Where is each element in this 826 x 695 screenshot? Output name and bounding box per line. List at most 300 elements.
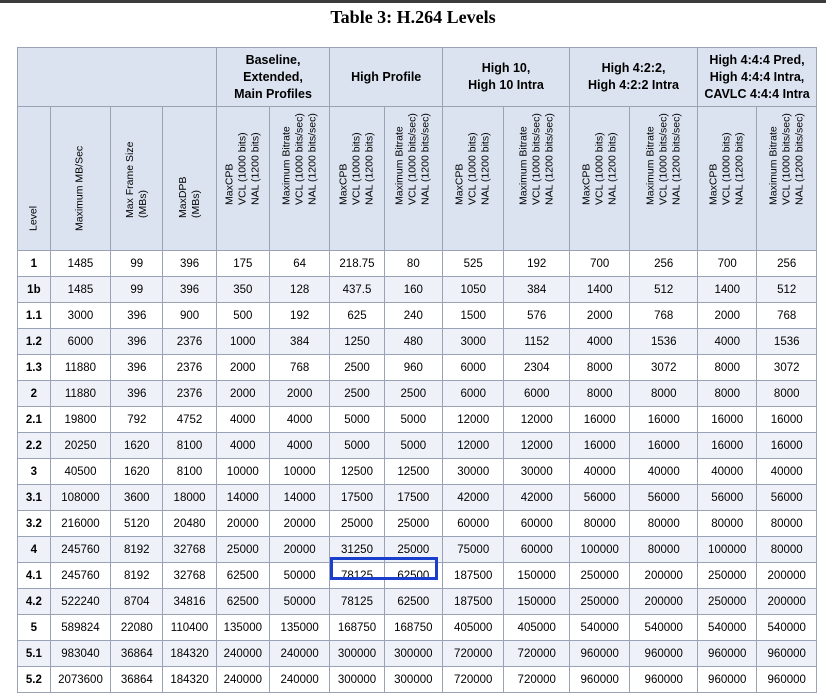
table-cell: 2376: [163, 355, 216, 381]
level-cell: 4: [18, 537, 51, 563]
table-cell: 350: [216, 277, 269, 303]
table-cell: 700: [570, 251, 630, 277]
table-cell: 11880: [50, 381, 110, 407]
table-cell: 250000: [698, 563, 757, 589]
table-row: [18, 459, 817, 485]
table-cell: 2500: [330, 355, 384, 381]
group-header: High Profile: [330, 48, 443, 107]
table-cell: 2376: [163, 329, 216, 355]
table-cell: 250000: [570, 589, 630, 615]
column-header-label: [708, 132, 747, 205]
table-cell: 250000: [698, 589, 757, 615]
table-cell: 437.5: [330, 277, 384, 303]
table-cell: 768: [269, 355, 329, 381]
table-cell: 720000: [443, 667, 504, 693]
table-row: [18, 667, 817, 693]
table-cell: 135000: [269, 615, 329, 641]
table-cell: 80000: [570, 511, 630, 537]
table-cell: 16000: [757, 433, 817, 459]
table-cell: 56000: [698, 485, 757, 511]
column-header: [330, 107, 384, 251]
table-cell: 20000: [269, 511, 329, 537]
table-cell: 8000: [698, 381, 757, 407]
level-cell: 1.1: [18, 303, 51, 329]
level-cell: 5.2: [18, 667, 51, 693]
table-cell: 18000: [163, 485, 216, 511]
table-cell: 17500: [330, 485, 384, 511]
column-header-line: VCL (1000 bits/sec): [406, 113, 419, 205]
table-cell: 16000: [757, 407, 817, 433]
table-cell: 192: [269, 303, 329, 329]
column-header-line: MaxCPB: [223, 163, 236, 205]
table-cell: 20000: [216, 511, 269, 537]
table-cell: 30000: [504, 459, 570, 485]
table-cell: 540000: [630, 615, 698, 641]
table-cell: 792: [111, 407, 163, 433]
column-header-line: MaxCPB: [337, 163, 350, 205]
table-cell: 62500: [384, 589, 442, 615]
table-cell: 2304: [504, 355, 570, 381]
table-cell: 240000: [216, 641, 269, 667]
column-header-label: [74, 146, 87, 231]
table-cell: 2500: [330, 381, 384, 407]
table-cell: 80: [384, 251, 442, 277]
table-cell: 50000: [269, 563, 329, 589]
table-cell: 187500: [443, 589, 504, 615]
table-cell: 12000: [504, 433, 570, 459]
table-cell: 62500: [384, 563, 442, 589]
table-cell: 10000: [269, 459, 329, 485]
table-cell: 3000: [50, 303, 110, 329]
table-cell: 8000: [570, 355, 630, 381]
table-cell: 405000: [504, 615, 570, 641]
table-cell: 525: [443, 251, 504, 277]
table-cell: 16000: [698, 407, 757, 433]
column-header-line: MaxDPB: [176, 176, 189, 218]
column-header-line: Maximum Bitrate: [280, 126, 293, 205]
table-cell: 4000: [570, 329, 630, 355]
table-row: [18, 485, 817, 511]
column-header-line: Maximum Bitrate: [644, 126, 657, 205]
table-cell: 8000: [757, 381, 817, 407]
table-cell: 250000: [570, 563, 630, 589]
table-cell: 2073600: [50, 667, 110, 693]
table-cell: 1000: [216, 329, 269, 355]
column-header-line: VCL (1000 bits): [350, 132, 363, 205]
table-cell: 5000: [330, 433, 384, 459]
table-cell: 396: [111, 381, 163, 407]
table-cell: 160: [384, 277, 442, 303]
column-header-line: Maximum MB/Sec: [73, 145, 86, 231]
table-cell: 768: [757, 303, 817, 329]
table-cell: 4000: [269, 407, 329, 433]
table-cell: 1620: [111, 459, 163, 485]
table-cell: 8100: [163, 459, 216, 485]
table-cell: 8000: [698, 355, 757, 381]
table-row: [18, 303, 817, 329]
table-cell: 135000: [216, 615, 269, 641]
column-header-line: Level: [27, 205, 40, 231]
column-header-label: [394, 113, 433, 205]
group-header: High 10, High 10 Intra: [443, 48, 570, 107]
column-header-line: NAL (1200 bits): [606, 132, 619, 205]
column-header-line: VCL (1000 bits/sec): [780, 113, 793, 205]
table-cell: 2376: [163, 381, 216, 407]
table-cell: 31250: [330, 537, 384, 563]
table-cell: 184320: [163, 667, 216, 693]
table-cell: 1536: [630, 329, 698, 355]
table-cell: 396: [163, 251, 216, 277]
table-cell: 168750: [330, 615, 384, 641]
column-header-line: Max Frame Size: [123, 141, 136, 218]
table-cell: 62500: [216, 589, 269, 615]
table-cell: 8192: [111, 563, 163, 589]
table-cell: 40000: [570, 459, 630, 485]
table-cell: 187500: [443, 563, 504, 589]
column-header-row: [18, 107, 817, 251]
table-cell: 16000: [570, 433, 630, 459]
table-cell: 60000: [504, 537, 570, 563]
table-cell: 1500: [443, 303, 504, 329]
table-cell: 22080: [111, 615, 163, 641]
column-header-line: VCL (1000 bits): [466, 132, 479, 205]
table-cell: 200000: [757, 563, 817, 589]
table-cell: 10000: [216, 459, 269, 485]
table-cell: 32768: [163, 537, 216, 563]
table-cell: 78125: [330, 589, 384, 615]
table-cell: 2000: [216, 381, 269, 407]
column-header: [443, 107, 504, 251]
table-cell: 396: [163, 277, 216, 303]
table-cell: 25000: [330, 511, 384, 537]
table-cell: 1152: [504, 329, 570, 355]
table-row: [18, 589, 817, 615]
table-cell: 78125: [330, 563, 384, 589]
group-header: High 4:4:4 Pred, High 4:4:4 Intra, CAVLC 4:4:4 Intra: [698, 48, 817, 107]
column-header: [570, 107, 630, 251]
table-cell: 384: [269, 329, 329, 355]
table-cell: 5000: [384, 433, 442, 459]
table-row: [18, 641, 817, 667]
table-cell: 20480: [163, 511, 216, 537]
table-cell: 256: [757, 251, 817, 277]
table-cell: 5000: [330, 407, 384, 433]
table-cell: 56000: [630, 485, 698, 511]
level-cell: 2: [18, 381, 51, 407]
column-header-line: NAL (1200 bits/sec): [306, 113, 319, 205]
table-cell: 32768: [163, 563, 216, 589]
table-cell: 8000: [630, 381, 698, 407]
table-cell: 983040: [50, 641, 110, 667]
table-cell: 12000: [504, 407, 570, 433]
level-cell: 5: [18, 615, 51, 641]
column-header-line: VCL (1000 bits): [720, 132, 733, 205]
table-row: [18, 433, 817, 459]
table-cell: 1250: [330, 329, 384, 355]
table-cell: 25000: [384, 511, 442, 537]
table-cell: 960000: [570, 667, 630, 693]
table-cell: 3000: [443, 329, 504, 355]
table-cell: 384: [504, 277, 570, 303]
table-cell: 42000: [443, 485, 504, 511]
level-cell: 3.2: [18, 511, 51, 537]
table-cell: 150000: [504, 589, 570, 615]
table-row: [18, 563, 817, 589]
table-cell: 80000: [757, 511, 817, 537]
table-cell: 64: [269, 251, 329, 277]
table-cell: 40500: [50, 459, 110, 485]
level-cell: 1b: [18, 277, 51, 303]
column-header-line: VCL (1000 bits): [236, 132, 249, 205]
table-cell: 960: [384, 355, 442, 381]
table-cell: 396: [111, 329, 163, 355]
table-cell: 36864: [111, 641, 163, 667]
table-cell: 80000: [757, 537, 817, 563]
table-cell: 500: [216, 303, 269, 329]
table-cell: 184320: [163, 641, 216, 667]
table-cell: 4752: [163, 407, 216, 433]
table-row: [18, 511, 817, 537]
table-cell: 12500: [384, 459, 442, 485]
level-cell: 2.2: [18, 433, 51, 459]
column-header-line: VCL (1000 bits): [593, 132, 606, 205]
column-header-line: (MBs): [189, 190, 202, 218]
table-cell: 720000: [504, 641, 570, 667]
table-cell: 40000: [698, 459, 757, 485]
table-cell: 11880: [50, 355, 110, 381]
table-cell: 960000: [630, 667, 698, 693]
level-cell: 3: [18, 459, 51, 485]
table-body: [18, 251, 817, 693]
table-cell: 34816: [163, 589, 216, 615]
column-header: [698, 107, 757, 251]
table-cell: 396: [111, 303, 163, 329]
table-cell: 216000: [50, 511, 110, 537]
table-cell: 300000: [330, 641, 384, 667]
table-cell: 75000: [443, 537, 504, 563]
level-cell: 1.2: [18, 329, 51, 355]
table-cell: 5120: [111, 511, 163, 537]
table-cell: 960000: [757, 641, 817, 667]
table-cell: 175: [216, 251, 269, 277]
table-cell: 240000: [216, 667, 269, 693]
column-header-line: VCL (1000 bits/sec): [293, 113, 306, 205]
table-cell: 12500: [330, 459, 384, 485]
level-cell: 4.1: [18, 563, 51, 589]
table-cell: 8100: [163, 433, 216, 459]
column-header: [757, 107, 817, 251]
table-cell: 576: [504, 303, 570, 329]
table-row: [18, 381, 817, 407]
table-cell: 80000: [630, 537, 698, 563]
column-header-line: MaxCPB: [453, 163, 466, 205]
table-cell: 2000: [698, 303, 757, 329]
table-cell: 100000: [698, 537, 757, 563]
table-cell: 128: [269, 277, 329, 303]
table-cell: 720000: [443, 641, 504, 667]
table-cell: 80000: [698, 511, 757, 537]
table-cell: 200000: [630, 563, 698, 589]
column-header: [630, 107, 698, 251]
table-cell: 30000: [443, 459, 504, 485]
table-cell: 12000: [443, 407, 504, 433]
table-cell: 2500: [384, 381, 442, 407]
table-cell: 960000: [698, 667, 757, 693]
table-cell: 4000: [698, 329, 757, 355]
table-cell: 40000: [757, 459, 817, 485]
column-header: [384, 107, 442, 251]
column-header: [50, 107, 110, 251]
table-cell: 405000: [443, 615, 504, 641]
table-cell: 300000: [384, 641, 442, 667]
table-cell: 19800: [50, 407, 110, 433]
table-cell: 960000: [698, 641, 757, 667]
table-cell: 960000: [757, 667, 817, 693]
table-cell: 540000: [570, 615, 630, 641]
table-cell: 16000: [630, 433, 698, 459]
level-cell: 2.1: [18, 407, 51, 433]
column-header-line: (MBs): [136, 190, 149, 218]
column-header-line: Maximum Bitrate: [767, 126, 780, 205]
table-cell: 245760: [50, 563, 110, 589]
column-header-line: NAL (1200 bits/sec): [543, 113, 556, 205]
table-cell: 900: [163, 303, 216, 329]
table-cell: 4000: [216, 433, 269, 459]
table-row: [18, 355, 817, 381]
table-cell: 60000: [504, 511, 570, 537]
table-cell: 3072: [757, 355, 817, 381]
table-cell: 40000: [630, 459, 698, 485]
table-cell: 16000: [570, 407, 630, 433]
table-cell: 960000: [570, 641, 630, 667]
column-header: [111, 107, 163, 251]
table-cell: 1050: [443, 277, 504, 303]
level-cell: 5.1: [18, 641, 51, 667]
table-cell: 1400: [570, 277, 630, 303]
table-cell: 56000: [757, 485, 817, 511]
table-cell: 540000: [698, 615, 757, 641]
column-header: [504, 107, 570, 251]
table-cell: 36864: [111, 667, 163, 693]
column-header-line: NAL (1200 bits): [733, 132, 746, 205]
table-cell: 25000: [384, 537, 442, 563]
column-header-label: [338, 132, 377, 205]
table-cell: 3600: [111, 485, 163, 511]
group-header: Baseline, Extended, Main Profiles: [216, 48, 330, 107]
column-header: [216, 107, 269, 251]
table-cell: 12000: [443, 433, 504, 459]
table-cell: 192: [504, 251, 570, 277]
table-cell: 8000: [570, 381, 630, 407]
table-cell: 218.75: [330, 251, 384, 277]
table-cell: 300000: [330, 667, 384, 693]
column-header: [269, 107, 329, 251]
table-cell: 540000: [757, 615, 817, 641]
column-header-line: MaxCPB: [580, 163, 593, 205]
column-header-line: NAL (1200 bits): [249, 132, 262, 205]
table-cell: 4000: [269, 433, 329, 459]
table-cell: 1400: [698, 277, 757, 303]
column-header-label: [223, 132, 262, 205]
table-row: [18, 537, 817, 563]
table-cell: 8192: [111, 537, 163, 563]
group-header-empty: [18, 48, 217, 107]
table-cell: 589824: [50, 615, 110, 641]
table-cell: 14000: [216, 485, 269, 511]
table-cell: 14000: [269, 485, 329, 511]
table-cell: 62500: [216, 563, 269, 589]
table-cell: 6000: [443, 355, 504, 381]
table-row: [18, 329, 817, 355]
level-cell: 1: [18, 251, 51, 277]
table-cell: 2000: [216, 355, 269, 381]
table-cell: 2000: [269, 381, 329, 407]
column-header-line: NAL (1200 bits): [479, 132, 492, 205]
column-header-label: [454, 132, 493, 205]
table-cell: 17500: [384, 485, 442, 511]
table-cell: 99: [111, 251, 163, 277]
table-cell: 960000: [630, 641, 698, 667]
table-cell: 150000: [504, 563, 570, 589]
column-header-line: VCL (1000 bits/sec): [657, 113, 670, 205]
level-cell: 4.2: [18, 589, 51, 615]
table-cell: 25000: [216, 537, 269, 563]
column-header-label: [644, 113, 683, 205]
table-cell: 480: [384, 329, 442, 355]
table-cell: 16000: [698, 433, 757, 459]
table-cell: 6000: [504, 381, 570, 407]
column-header-label: [580, 132, 619, 205]
table-cell: 6000: [443, 381, 504, 407]
table-cell: 245760: [50, 537, 110, 563]
table-cell: 512: [630, 277, 698, 303]
table-cell: 200000: [630, 589, 698, 615]
column-header-line: Maximum Bitrate: [393, 126, 406, 205]
table-cell: 3072: [630, 355, 698, 381]
table-row: [18, 277, 817, 303]
table-cell: 16000: [630, 407, 698, 433]
table-cell: 2000: [570, 303, 630, 329]
column-header-line: VCL (1000 bits/sec): [530, 113, 543, 205]
column-header-line: NAL (1200 bits/sec): [793, 113, 806, 205]
column-header-line: NAL (1200 bits): [363, 132, 376, 205]
table-cell: 110400: [163, 615, 216, 641]
table-cell: 42000: [504, 485, 570, 511]
table-cell: 60000: [443, 511, 504, 537]
table-cell: 8704: [111, 589, 163, 615]
h264-levels-table: [17, 47, 817, 693]
table-cell: 50000: [269, 589, 329, 615]
table-cell: 4000: [216, 407, 269, 433]
window-top-edge: [0, 0, 826, 3]
table-cell: 5000: [384, 407, 442, 433]
column-header: [163, 107, 216, 251]
column-header-line: NAL (1200 bits/sec): [419, 113, 432, 205]
column-header-line: NAL (1200 bits/sec): [670, 113, 683, 205]
table-cell: 300000: [384, 667, 442, 693]
table-cell: 1620: [111, 433, 163, 459]
group-header-row: [18, 48, 817, 107]
column-header-label: [177, 177, 203, 218]
table-row: [18, 251, 817, 277]
table-cell: 20250: [50, 433, 110, 459]
table-cell: 108000: [50, 485, 110, 511]
table-cell: 20000: [269, 537, 329, 563]
table-cell: 1485: [50, 251, 110, 277]
table-row: [18, 615, 817, 641]
table-cell: 80000: [630, 511, 698, 537]
table-row: [18, 407, 817, 433]
